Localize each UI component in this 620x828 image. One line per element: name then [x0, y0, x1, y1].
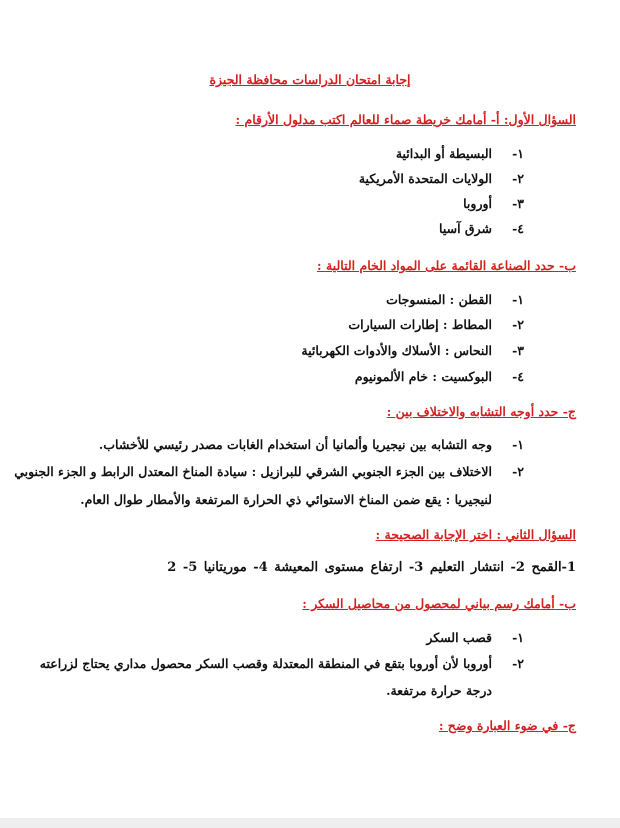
q1-a-item-1-number: ١-	[512, 146, 524, 161]
q2-b-item-2-text: أوروبا لأن أوروبا بتقع في المنطقة المعتدلة وقصب السكر محصول مداري يحتاج لزراعته	[39, 656, 492, 671]
q1-b-item-2-text: المطاط : إطارات السيارات	[348, 317, 492, 332]
q1-c-item-1-number: ١-	[512, 437, 524, 452]
q2-b-item-2-number: ٢-	[512, 656, 524, 671]
q1-a-heading: السؤال الأول: أ- أمامك خريطة صماء للعالم اكتب مدلول الأرقام :	[235, 112, 576, 127]
q1-c-item-2-text: الاختلاف بين الجزء الجنوبي الشرقي للبرازيل : سيادة المناخ المعتدل الرابط و الجزء الجنوبي	[14, 464, 492, 479]
q2-a-heading: السؤال الثاني : اختر الإجابة الصحيحة :	[375, 527, 576, 542]
q2-a-answers: 1-القمح 2- انتشار التعليم 3- ارتفاع مستوى المعيشة 4- موريتانيا 5- 2	[167, 560, 576, 575]
q2-b-heading: ب- أمامك رسم بياني لمحصول من محاصيل السكر :	[302, 596, 576, 611]
q1-a-item-4-text: شرق آسيا	[439, 221, 492, 236]
q1-c-item-1-text: وجه التشابه بين نيجيريا وألمانيا أن استخدام الغابات مصدر رئيسي للأخشاب.	[98, 437, 492, 452]
q1-c-item-2-number: ٢-	[512, 464, 524, 479]
q1-b-item-4-text: البوكسيت : خام الألمونيوم	[354, 369, 492, 384]
q2-c-heading: ج- في ضوء العبارة وضح :	[438, 718, 576, 733]
q1-b-item-4-number: ٤-	[512, 369, 524, 384]
q2-b-item-2-continuation: درجة حرارة مرتفعة.	[386, 683, 492, 698]
q2-b-item-1-text: قصب السكر	[426, 630, 492, 645]
q1-b-item-3-number: ٣-	[512, 343, 524, 358]
page-title: إجابة امتحان الدراسات محافظة الجيزة	[209, 72, 411, 87]
q1-b-item-1-number: ١-	[512, 292, 524, 307]
q1-b-heading: ب- حدد الصناعة القائمة على المواد الخام التالية :	[317, 258, 576, 273]
q1-b-item-2-number: ٢-	[512, 317, 524, 332]
q1-a-item-2-number: ٢-	[512, 171, 524, 186]
q1-a-item-3-text: أوروبا	[463, 196, 492, 211]
q1-a-item-3-number: ٣-	[512, 196, 524, 211]
q1-c-item-2-continuation: لنيجيريا : يقع ضمن المناخ الاستوائي ذي الحرارة المرتفعة والأمطار طوال العام.	[80, 492, 492, 507]
q1-a-item-1-text: البسيطة أو البدائية	[395, 146, 492, 161]
page-bottom-edge	[0, 818, 620, 828]
q1-b-item-3-text: النحاس : الأسلاك والأدوات الكهربائية	[301, 343, 492, 358]
q1-a-item-4-number: ٤-	[512, 221, 524, 236]
q2-b-item-1-number: ١-	[512, 630, 524, 645]
q1-a-item-2-text: الولايات المتحدة الأمريكية	[358, 171, 492, 186]
q1-c-heading: ج- حدد أوجه التشابه والاختلاف بين :	[386, 404, 576, 419]
q1-b-item-1-text: القطن : المنسوجات	[386, 292, 492, 307]
